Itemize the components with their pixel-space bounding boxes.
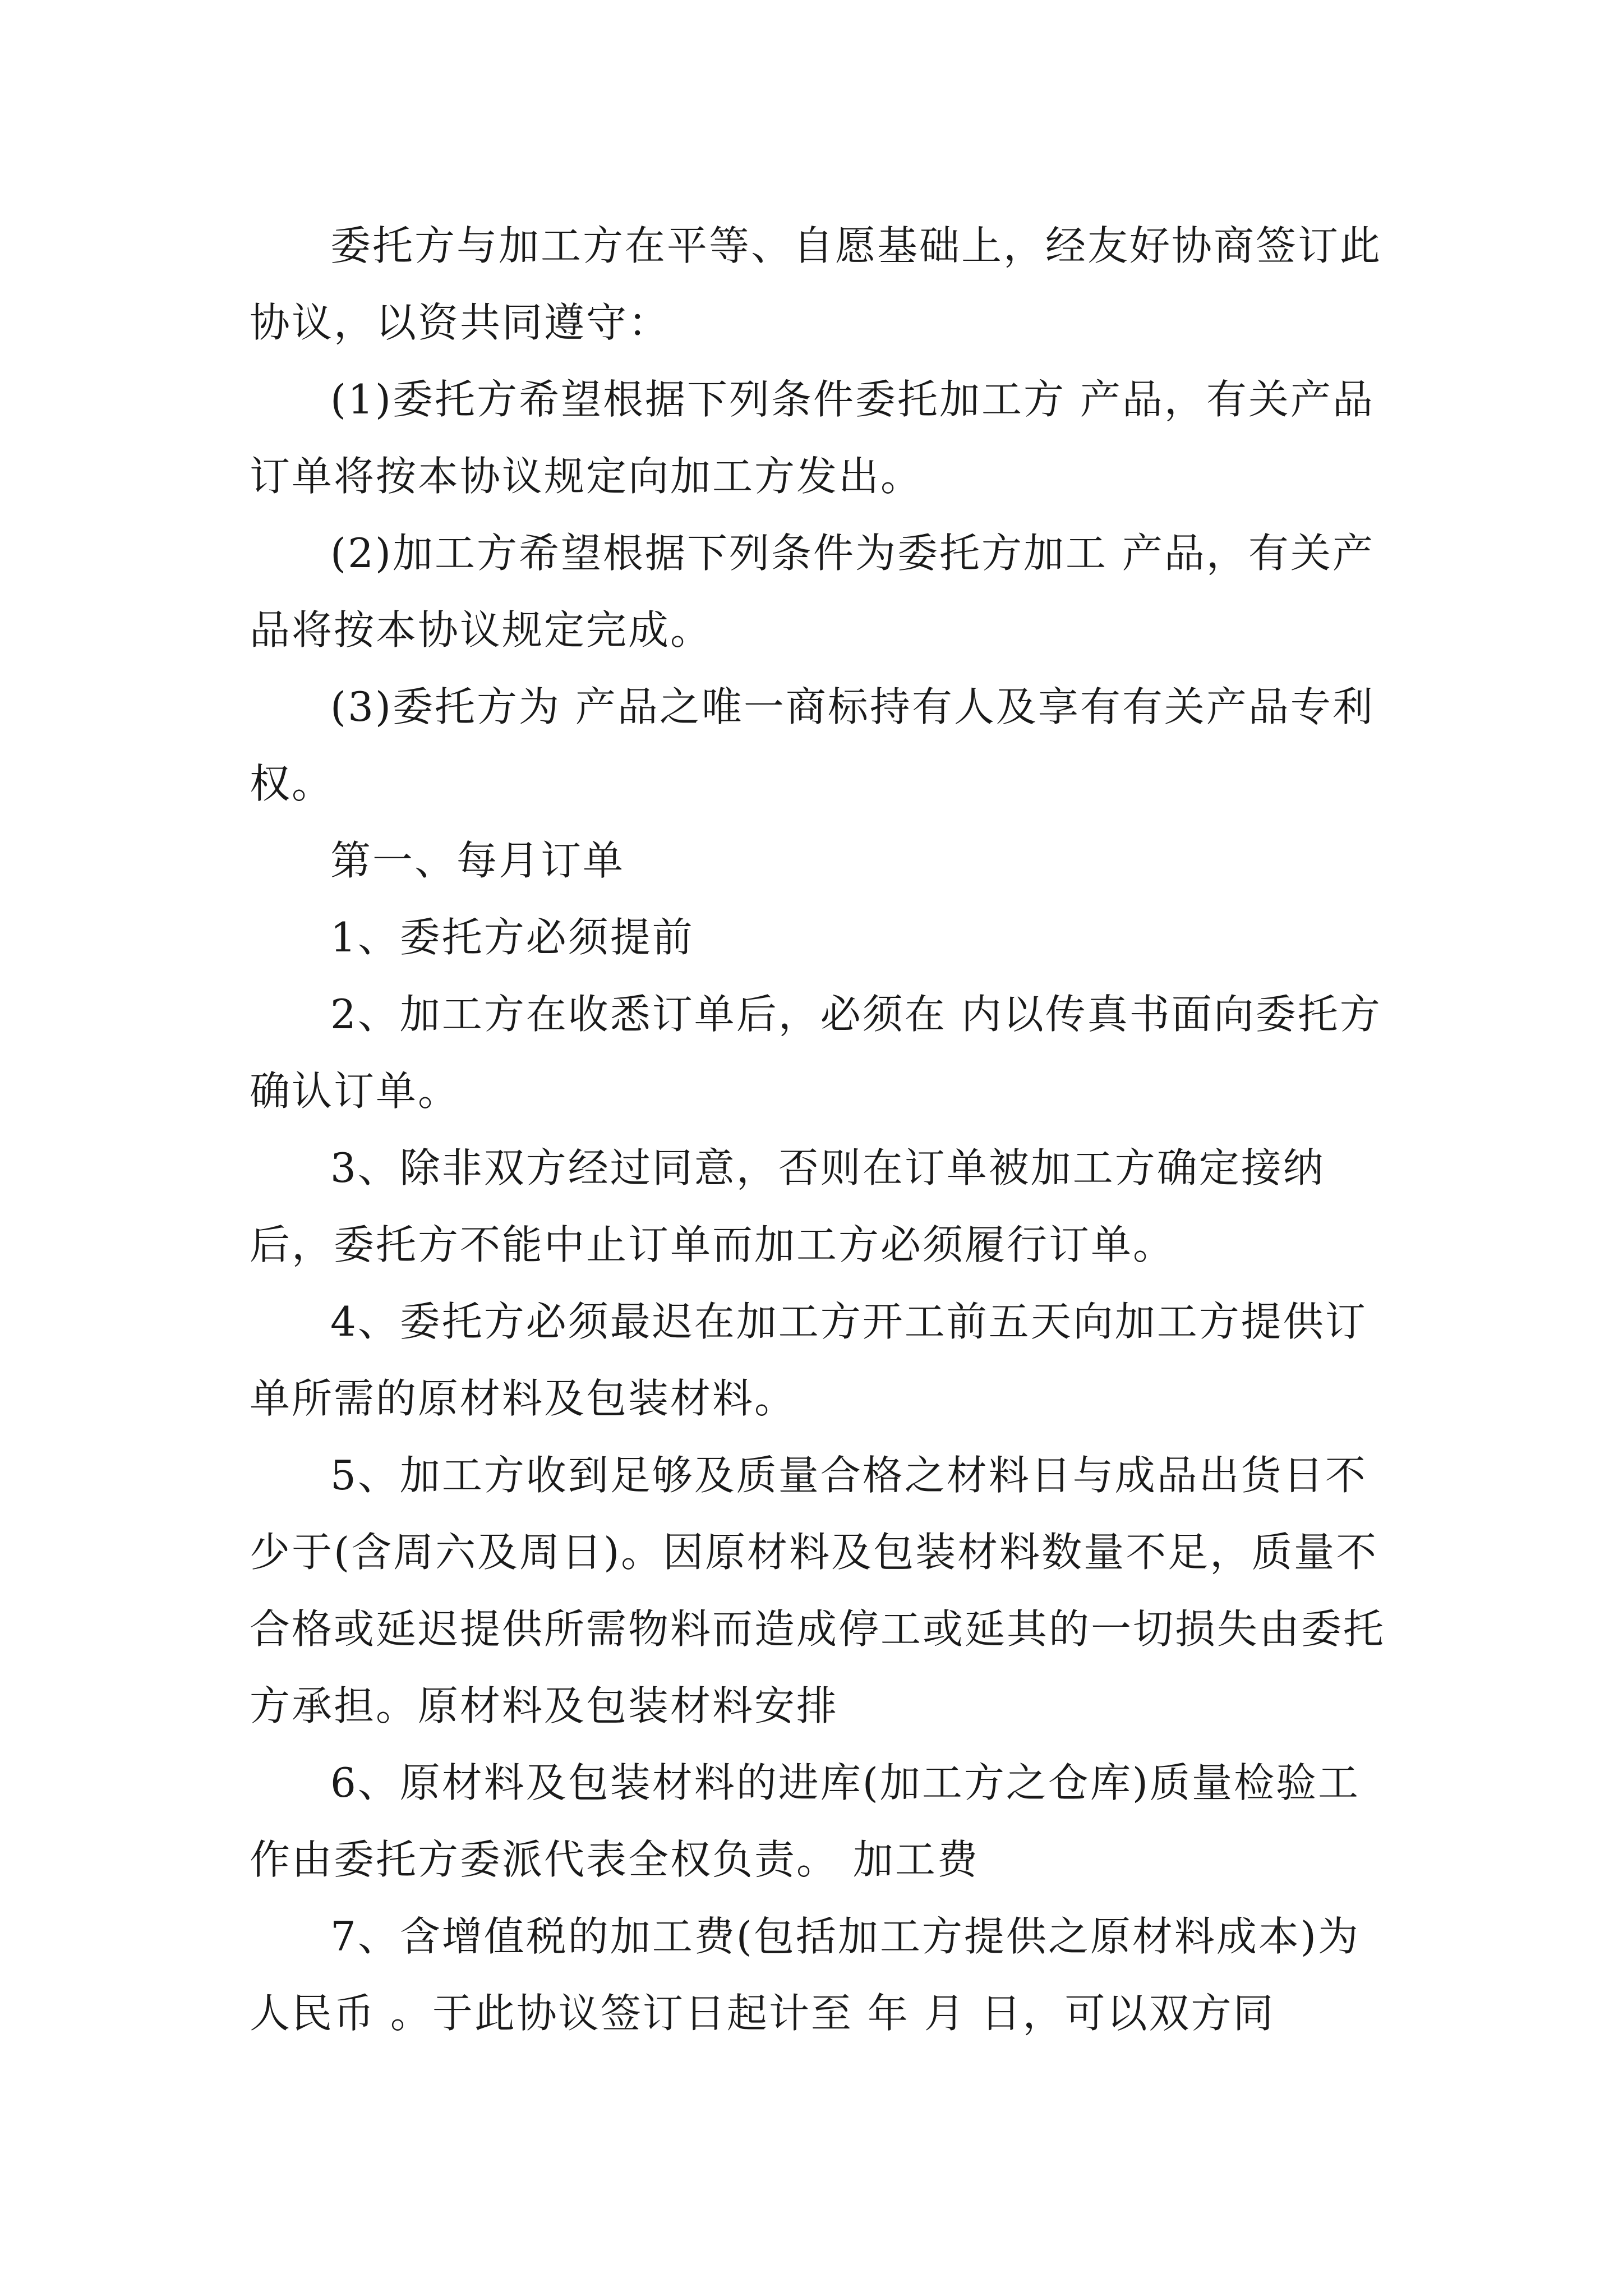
paragraph-item-5: 5、加工方收到足够及质量合格之材料日与成品出货日不少于(含周六及周日)。因原材料及包装材料数量不足，质量不合格或延迟提供所需物料而造成停工或延其的一切损失由委托方承担。原材料及包装材料安排 — [250, 1452, 1386, 1729]
document-body — [250, 208, 1388, 2052]
paragraph-intro: 委托方与加工方在平等、自愿基础上，经友好协商签订此协议，以资共同遵守： — [250, 222, 1382, 346]
paragraph-clause-2: (2)加工方希望根据下列条件为委托方加工 产品，有关产品将按本协议规定完成。 — [250, 530, 1375, 654]
section-heading-monthly-orders: 第一、每月订单 — [330, 837, 625, 884]
paragraph-item-7: 7、含增值税的加工费(包括加工方提供之原材料成本)为人民币 。于此协议签订日起计至 年 月 日，可以双方同 — [250, 1913, 1360, 2037]
paragraph-item-2: 2、加工方在收悉订单后，必须在 内以传真书面向委托方确认订单。 — [250, 991, 1382, 1115]
paragraph-item-3: 3、除非双方经过同意，否则在订单被加工方确定接纳后，委托方不能中止订单而加工方必须履行订单。 — [250, 1144, 1325, 1268]
paragraph-item-6: 6、原材料及包装材料的进库(加工方之仓库)质量检验工作由委托方委派代表全权负责。 加工费 — [250, 1759, 1360, 1883]
paragraph-clause-1: (1)委托方希望根据下列条件委托加工方 产品，有关产品订单将按本协议规定向加工方发出。 — [250, 376, 1375, 500]
paragraph-item-4: 4、委托方必须最迟在加工方开工前五天向加工方提供订单所需的原材料及包装材料。 — [250, 1298, 1367, 1422]
paragraph-clause-3: (3)委托方为 产品之唯一商标持有人及享有有关产品专利权。 — [250, 683, 1375, 807]
paragraph-item-1: 1、委托方必须提前 — [330, 914, 694, 961]
